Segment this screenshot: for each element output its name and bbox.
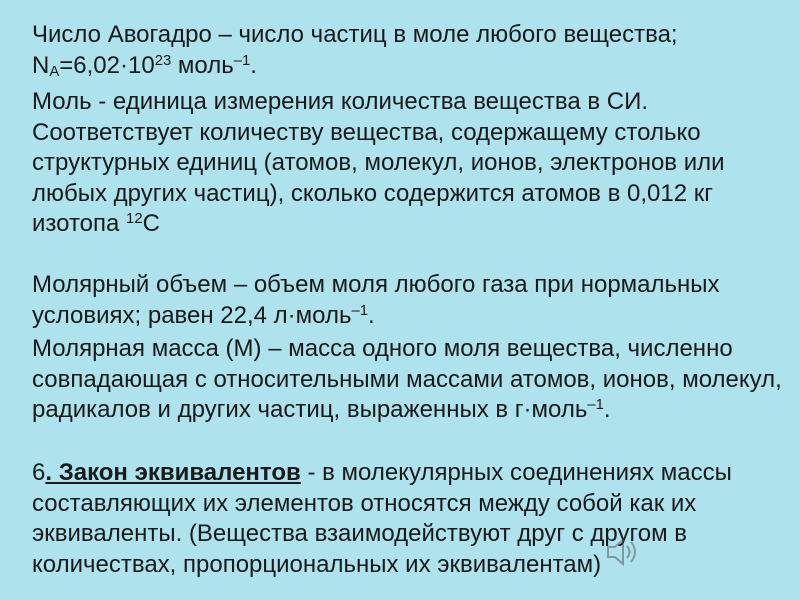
isotope-prefix: изотопа [32,210,127,237]
molar-volume-paragraph [32,270,720,331]
avogadro-subscript: A [49,63,60,80]
molar-mass-line: радикалов и других частиц, выраженных в г·моль [32,396,588,423]
equivalents-line: эквиваленты. (Вещества взаимодействуют друг с другом в [32,520,687,547]
mole-line: Моль - единица измерения количества вещества в СИ. [32,88,648,115]
avogadro-definition: Число Авогадро – число частиц в моле любого вещества; [32,21,678,48]
molar-mass-line: Молярная масса (М) – масса одного моля вещества, численно [32,335,733,362]
mole-line: Соответствует количеству вещества, содержащему столько [32,118,701,146]
molar-volume-line: Молярный объем – объем моля любого газа при нормальных [32,271,720,298]
molar-mass-exponent: –1 [587,396,604,413]
avogadro-symbol: N [32,51,50,79]
mole-line: структурных единиц (атомов, молекул, ионов, электронов или [32,149,725,176]
equivalents-line: количествах, пропорциональных их эквивалентам) [32,550,602,578]
law-number: 6 [32,459,46,486]
mole-line: любых других частиц), сколько содержится атомов в 0,012 кг [32,179,713,207]
isotope-mass: 12 [126,210,143,227]
molar-volume-exponent: –1 [351,302,369,319]
molar-mass-end: . [603,396,611,423]
equivalents-line: составляющих их элементов относятся между собой как их [32,489,697,517]
mole-paragraph [32,87,725,240]
molar-volume-end: . [368,301,375,329]
molar-mass-paragraph [32,334,782,426]
law-title: . Закон эквивалентов [45,459,301,486]
avogadro-unit-exponent: –1 [233,52,251,69]
molar-volume-line: условиях; равен 22,4 л·моль [32,301,352,329]
avogadro-paragraph [32,20,678,81]
isotope-element: С [142,210,160,237]
equivalents-line: - в молекулярных соединениях массы [300,459,732,486]
avogadro-end: . [250,51,257,79]
avogadro-exponent: 23 [154,52,172,69]
avogadro-value: =6,02·10 [59,51,155,79]
molar-mass-line: совпадающая с относительными массами атомов, ионов, молекул, [32,365,782,393]
avogadro-unit: моль [171,51,234,79]
speaker-icon[interactable] [604,534,640,570]
